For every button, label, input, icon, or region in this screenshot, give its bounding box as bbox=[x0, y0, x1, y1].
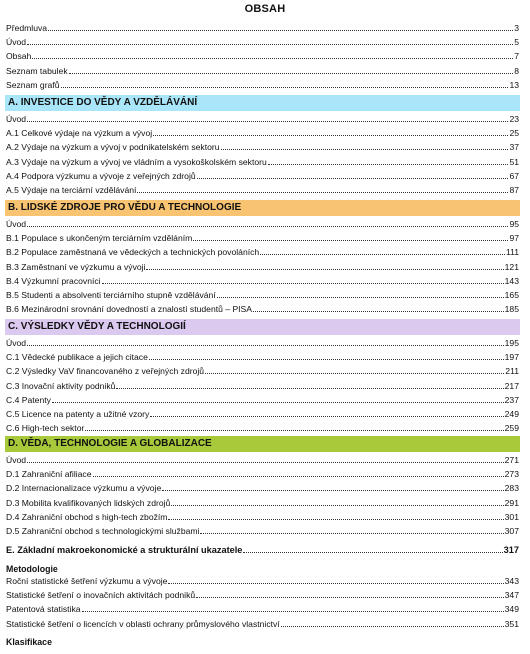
toc-entry[interactable] bbox=[6, 586, 519, 600]
toc-entry[interactable] bbox=[6, 522, 519, 536]
toc-page-number: 351 bbox=[504, 618, 519, 629]
subsection-heading: Metodologie bbox=[6, 564, 58, 574]
toc-entry-label: Předmluva bbox=[6, 23, 48, 33]
dot-leader bbox=[85, 429, 503, 431]
toc-entry-label: A.4 Podpora výzkumu a vývoje z veřejných zdrojů bbox=[6, 170, 196, 181]
toc-page-number: 347 bbox=[504, 590, 519, 601]
page-title: OBSAH bbox=[244, 3, 286, 15]
dot-leader bbox=[281, 625, 504, 627]
dot-leader bbox=[102, 282, 504, 284]
dot-leader bbox=[93, 475, 504, 477]
toc-entry-intro[interactable] bbox=[6, 33, 519, 47]
toc-page-number: 7 bbox=[514, 51, 519, 62]
dot-leader bbox=[221, 148, 509, 150]
toc-entry[interactable] bbox=[6, 167, 519, 181]
dot-leader bbox=[196, 596, 503, 598]
toc-entry-label: Úvod bbox=[6, 338, 27, 348]
section-heading-band[interactable]: D. VĚDA, TECHNOLOGIE A GLOBALIZACE bbox=[5, 436, 520, 452]
toc-entry-label: C.4 Patenty bbox=[6, 394, 51, 405]
toc-entry-label: D.5 Zahraniční obchod s technologickými službami bbox=[6, 526, 200, 536]
dot-leader bbox=[27, 344, 504, 346]
toc-entry-label: B.4 Výzkumní pracovníci bbox=[6, 275, 101, 286]
toc-page-number: 51 bbox=[509, 156, 519, 167]
dot-leader bbox=[168, 582, 503, 584]
dot-leader bbox=[137, 191, 508, 193]
toc-page-number: 237 bbox=[504, 394, 519, 405]
toc-page-number: 95 bbox=[509, 219, 519, 229]
toc-page-number: 87 bbox=[509, 185, 519, 195]
toc-entry[interactable] bbox=[6, 572, 519, 586]
dot-leader bbox=[217, 296, 504, 298]
toc-page-number: 185 bbox=[504, 304, 519, 315]
toc-page-number: 121 bbox=[504, 261, 519, 272]
toc-page-number: 8 bbox=[514, 65, 519, 76]
dot-leader bbox=[146, 268, 503, 270]
toc-entry-label: A.1 Celkové výdaje na výzkum a vývoj bbox=[6, 128, 153, 139]
toc-entry[interactable] bbox=[6, 286, 519, 300]
toc-page-number: 5 bbox=[514, 37, 519, 48]
toc-page-number: 273 bbox=[504, 469, 519, 480]
toc-entry-label: B.3 Zaměstnaní ve výzkumu a vývoji bbox=[6, 261, 146, 272]
toc-page-number: 3 bbox=[514, 23, 519, 33]
toc-page-number: 259 bbox=[504, 423, 519, 434]
dot-leader bbox=[27, 120, 508, 122]
toc-page-number: 25 bbox=[509, 128, 519, 139]
dot-leader bbox=[69, 72, 514, 74]
toc-entry-label: A.2 Výdaje na výzkum a vývoj v podnikatelském sektoru bbox=[6, 142, 220, 153]
toc-entry-label: B.1 Populace s ukončeným terciárním vzděláním bbox=[6, 233, 193, 244]
toc-page-number: 283 bbox=[504, 483, 519, 494]
toc-page-number: 67 bbox=[509, 170, 519, 181]
toc-entry-label: A.5 Výdaje na terciární vzdělávání bbox=[6, 185, 137, 195]
toc-entry[interactable] bbox=[6, 153, 519, 167]
dot-leader bbox=[168, 518, 503, 520]
toc-entry[interactable] bbox=[6, 334, 519, 348]
section-heading-band[interactable]: B. LIDSKÉ ZDROJE PRO VĚDU A TECHNOLOGIE bbox=[5, 200, 520, 216]
toc-entry-label: Obsah bbox=[6, 51, 32, 62]
toc-entry[interactable] bbox=[6, 494, 519, 508]
toc-entry[interactable] bbox=[6, 377, 519, 391]
toc-entry[interactable] bbox=[6, 215, 519, 229]
toc-entry-label: B.5 Studenti a absolventi terciárního stupně vzdělávání bbox=[6, 290, 216, 300]
toc-entry-label: C.3 Inovační aktivity podniků bbox=[6, 380, 116, 391]
dot-leader bbox=[171, 504, 503, 506]
toc-page-number: 165 bbox=[504, 290, 519, 300]
toc-entry[interactable] bbox=[6, 138, 519, 152]
toc-page-number: 343 bbox=[504, 576, 519, 586]
toc-page-number: 211 bbox=[505, 366, 519, 377]
dot-leader bbox=[48, 29, 513, 31]
toc-entry-label: Úvod bbox=[6, 455, 27, 465]
dot-leader bbox=[253, 310, 504, 312]
toc-page-number: 37 bbox=[509, 142, 519, 153]
toc-entry-label: C.6 High-tech sektor bbox=[6, 423, 85, 434]
toc-page-number: 271 bbox=[504, 455, 519, 465]
toc-entry[interactable] bbox=[6, 229, 519, 243]
toc-entry-label: D.3 Mobilita kvalifikovaných lidských zdrojů bbox=[6, 497, 171, 508]
toc-entry[interactable] bbox=[6, 600, 519, 614]
toc-entry-label: E. Základní makroekonomické a strukturální ukazatele bbox=[6, 545, 243, 555]
toc-entry-label: D.1 Zahraniční afiliace bbox=[6, 469, 92, 480]
toc-page-number: 317 bbox=[503, 545, 519, 555]
dot-leader bbox=[116, 387, 503, 389]
toc-entry[interactable] bbox=[6, 124, 519, 138]
toc-entry[interactable] bbox=[6, 300, 519, 314]
dot-leader bbox=[200, 532, 503, 534]
toc-entry-label: Seznam tabulek bbox=[6, 65, 68, 76]
toc-page-number: 111 bbox=[505, 247, 519, 258]
toc-entry[interactable] bbox=[6, 615, 519, 629]
toc-entry[interactable] bbox=[6, 243, 519, 257]
toc-entry-label: A.3 Výdaje na výzkum a vývoj ve vládním a vysokoškolském sektoru bbox=[6, 156, 267, 167]
toc-entry-label: C.2 Výsledky VaV financovaného z veřejných zdrojů bbox=[6, 366, 205, 377]
dot-leader bbox=[82, 610, 504, 612]
dot-leader bbox=[27, 43, 513, 45]
dot-leader bbox=[32, 57, 513, 59]
dot-leader bbox=[61, 86, 509, 88]
dot-leader bbox=[205, 372, 504, 374]
toc-entry-label: B.6 Mezinárodní srovnání dovedností a znalostí studentů – PISA bbox=[6, 304, 253, 315]
dot-leader bbox=[162, 489, 503, 491]
toc-entry[interactable] bbox=[6, 479, 519, 493]
toc-entry-intro[interactable] bbox=[6, 76, 519, 90]
toc-entry-intro[interactable] bbox=[6, 47, 519, 61]
subsection-heading: Klasifikace bbox=[6, 637, 52, 647]
toc-page-number: 13 bbox=[509, 79, 519, 90]
toc-entry-label: D.2 Internacionalizace výzkumu a vývoje bbox=[6, 483, 162, 494]
toc-entry[interactable] bbox=[6, 451, 519, 465]
toc-page-number: 195 bbox=[504, 338, 519, 348]
toc-entry[interactable] bbox=[6, 258, 519, 272]
dot-leader bbox=[153, 134, 508, 136]
toc-entry-label: B.2 Populace zaměstnaná ve vědeckých a technických povoláních bbox=[6, 247, 260, 258]
toc-entry[interactable] bbox=[6, 419, 519, 433]
toc-entry[interactable] bbox=[6, 362, 519, 376]
toc-entry[interactable] bbox=[6, 272, 519, 286]
section-heading-band[interactable]: C. VÝSLEDKY VĚDY A TECHNOLOGIÍ bbox=[5, 319, 520, 335]
toc-page-number: 301 bbox=[504, 511, 519, 522]
dot-leader bbox=[243, 551, 502, 553]
toc-entry[interactable] bbox=[6, 348, 519, 362]
toc-page-number: 249 bbox=[504, 409, 519, 419]
toc-entry[interactable] bbox=[6, 465, 519, 479]
dot-leader bbox=[149, 358, 504, 360]
dot-leader bbox=[27, 225, 508, 227]
toc-page-number: 307 bbox=[504, 526, 519, 536]
toc-entry[interactable] bbox=[6, 181, 519, 195]
toc-entry[interactable] bbox=[6, 508, 519, 522]
dot-leader bbox=[260, 253, 505, 255]
toc-entry-intro[interactable] bbox=[6, 19, 519, 33]
toc-entry-label: Seznam grafů bbox=[6, 79, 60, 90]
dot-leader bbox=[193, 239, 508, 241]
toc-entry-label: C.1 Vědecké publikace a jejich citace bbox=[6, 352, 148, 363]
toc-page-number: 97 bbox=[509, 233, 519, 244]
toc-page-number: 143 bbox=[504, 275, 519, 286]
dot-leader bbox=[52, 401, 504, 403]
toc-entry-label: Úvod bbox=[6, 114, 27, 124]
toc-entry-label: D.4 Zahraniční obchod s high-tech zbožím bbox=[6, 511, 168, 522]
dot-leader bbox=[268, 163, 509, 165]
toc-page-number: 197 bbox=[504, 352, 519, 363]
section-heading-band[interactable]: A. INVESTICE DO VĚDY A VZDĚLÁVÁNÍ bbox=[5, 95, 520, 111]
toc-entry-label: Patentová statistika bbox=[6, 604, 81, 615]
dot-leader bbox=[150, 415, 503, 417]
dot-leader bbox=[197, 177, 509, 179]
toc-entry-label: Úvod bbox=[6, 219, 27, 229]
toc-entry-section-e[interactable] bbox=[6, 541, 519, 555]
toc-entry-label: C.5 Licence na patenty a užitné vzory bbox=[6, 409, 150, 419]
toc-page-number: 23 bbox=[509, 114, 519, 124]
toc-entry[interactable] bbox=[6, 110, 519, 124]
toc-entry-label: Roční statistické šetření výzkumu a vývoje bbox=[6, 576, 168, 586]
toc-page-number: 217 bbox=[504, 380, 519, 391]
toc-entry[interactable] bbox=[6, 391, 519, 405]
toc-page-number: 291 bbox=[504, 497, 519, 508]
dot-leader bbox=[27, 461, 504, 463]
toc-entry-intro[interactable] bbox=[6, 62, 519, 76]
toc-page-number: 349 bbox=[504, 604, 519, 615]
toc-entry[interactable] bbox=[6, 405, 519, 419]
toc-entry-label: Statistické šetření o licencích v oblasti ochrany průmyslového vlastnictví bbox=[6, 618, 280, 629]
toc-entry-label: Úvod bbox=[6, 37, 27, 48]
toc-entry-label: Statistické šetření o inovačních aktivitách podniků bbox=[6, 590, 196, 601]
